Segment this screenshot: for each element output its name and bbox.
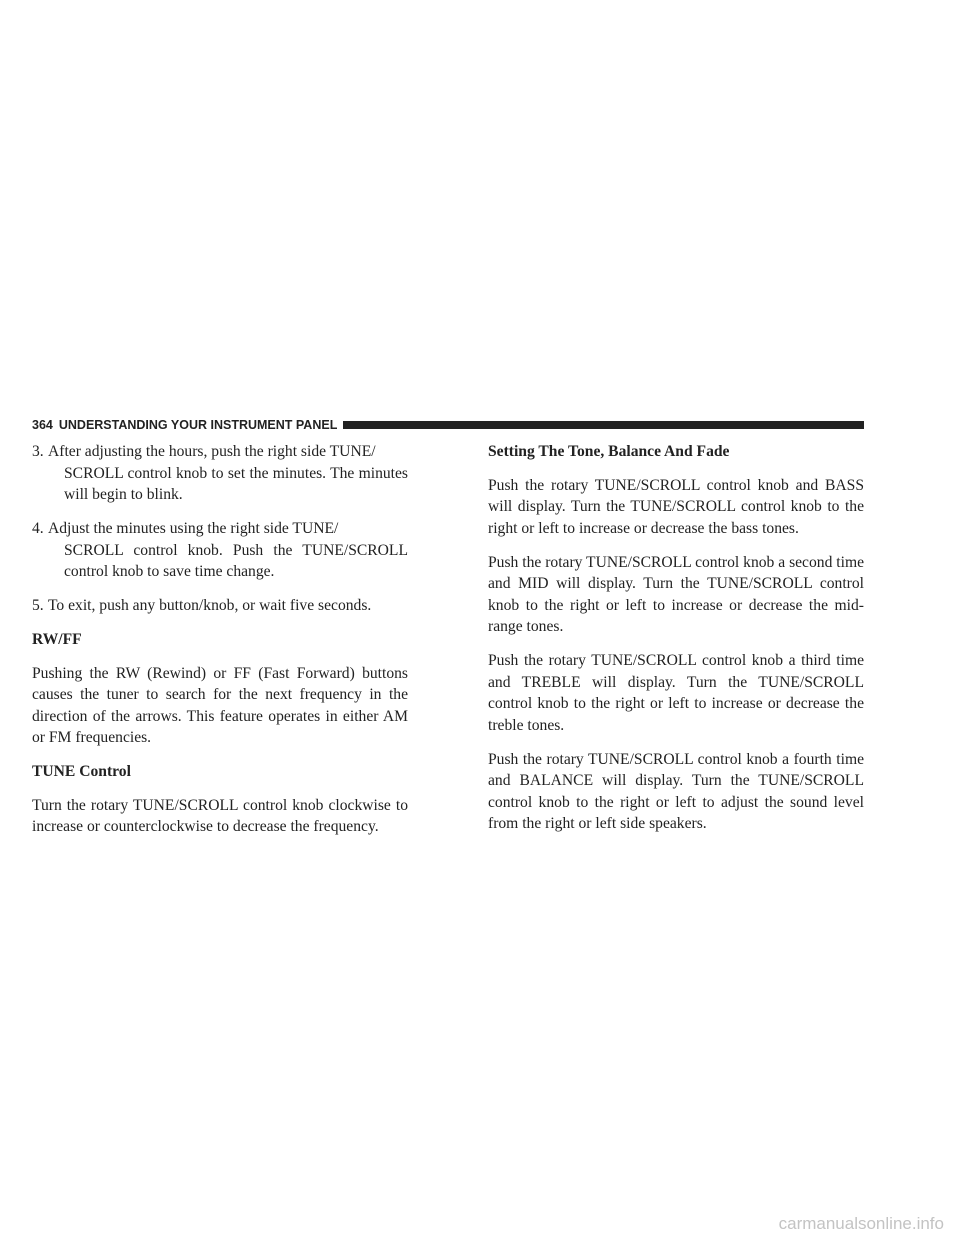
step-5 <box>32 595 408 617</box>
balance-paragraph: Push the rotary TUNE/SCROLL control knob a fourth time and BALANCE will display. Turn the TUNE/SCROLL control knob to the right or left to adjust the sound level from the right or left side speakers. <box>488 750 864 833</box>
step-number: 5. <box>32 597 44 615</box>
step-3 <box>32 441 408 506</box>
rwff-heading: RW/FF <box>32 631 82 649</box>
rwff-paragraph: Pushing the RW (Rewind) or FF (Fast Forward) buttons causes the tuner to search for the next frequency in the direction of the arrows. This feature operates in either AM or FM frequencies. <box>32 664 408 747</box>
tone-balance-fade-heading: Setting The Tone, Balance And Fade <box>488 443 730 460</box>
right-column <box>488 441 864 835</box>
step-text-line1: Adjust the minutes using the right side TUNE/ <box>48 520 339 538</box>
step-number: 3. <box>32 443 44 460</box>
step-number: 4. <box>32 520 44 538</box>
step-text-rest: SCROLL control knob to set the minutes. The minutes will begin to blink. <box>64 464 408 503</box>
mid-paragraph: Push the rotary TUNE/SCROLL control knob a second time and MID will display. Turn the TUNE/SCROLL control knob to the right or left to increase or decrease the mid-range tones. <box>488 553 864 636</box>
tune-control-heading: TUNE Control <box>32 763 131 781</box>
left-column <box>32 441 408 838</box>
tune-control-paragraph: Turn the rotary TUNE/SCROLL control knob clockwise to increase or counterclockwise to decrease the frequency. <box>32 796 408 836</box>
step-text: To exit, push any button/knob, or wait five seconds. <box>48 597 372 615</box>
header-rule <box>343 421 864 429</box>
step-text-rest: SCROLL control knob. Push the TUNE/SCROLL control knob to save time change. <box>64 541 408 581</box>
page-header <box>32 416 864 434</box>
step-text-line1: After adjusting the hours, push the right side TUNE/ <box>48 443 376 460</box>
page-number: 364 <box>32 418 53 432</box>
watermark: carmanualsonline.info <box>778 1214 944 1233</box>
step-4 <box>32 518 408 583</box>
section-title: UNDERSTANDING YOUR INSTRUMENT PANEL <box>58 418 338 432</box>
treble-paragraph: Push the rotary TUNE/SCROLL control knob a third time and TREBLE will display. Turn the TUNE/SCROLL control knob to the right or left to increase or decrease the treble tones. <box>488 652 864 734</box>
bass-paragraph: Push the rotary TUNE/SCROLL control knob and BASS will display. Turn the TUNE/SCROLL control knob to the right or left to increase or decrease the bass tones. <box>488 476 864 537</box>
